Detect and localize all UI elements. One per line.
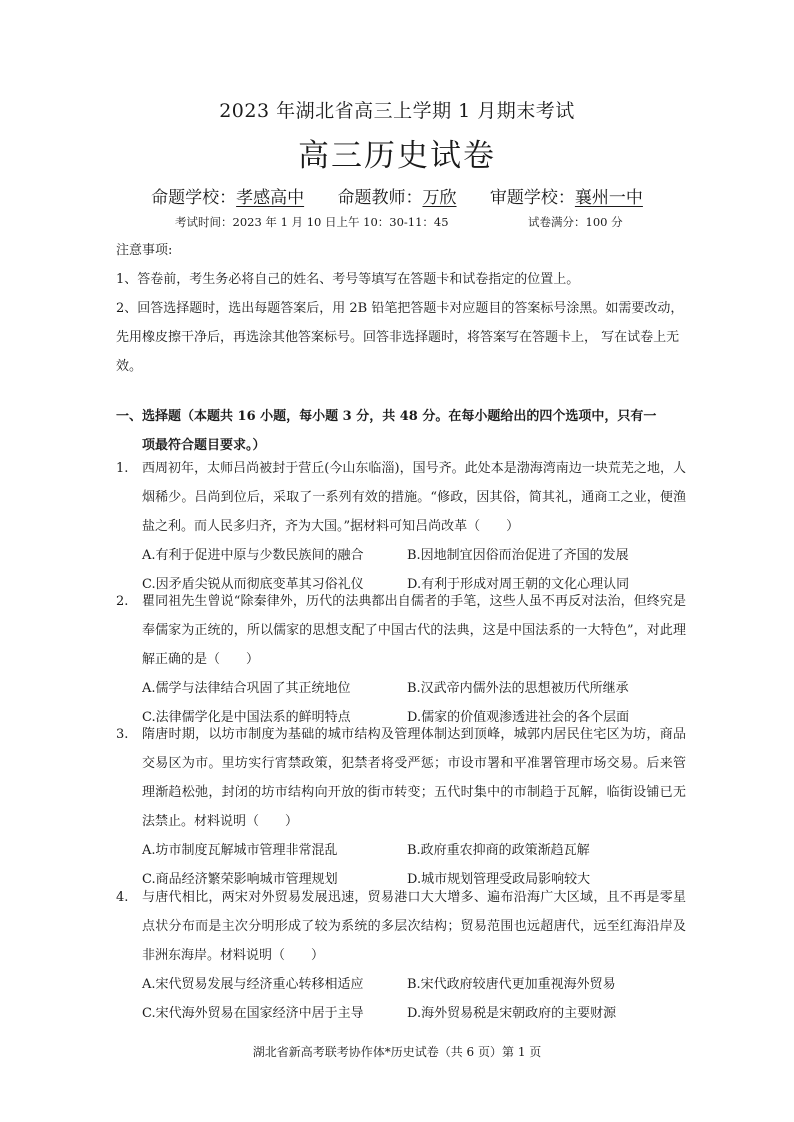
notice-item: 1、答卷前，考生务必将自己的姓名、考号等填写在答题卡和试卷指定的位置上。 [116,272,580,287]
option: D.海外贸易税是宋朝政府的主要财源 [407,1006,617,1021]
option: C.宋代海外贸易在国家经济中居于主导 [142,1006,364,1021]
exam-time: 考试时间：2023 年 1 月 10 日上午 10：30-11：45 [175,215,449,229]
info-setting-school [151,188,304,208]
question-number: 3. [116,727,129,742]
question-stem: 隋唐时期，以坊市制度为基础的城市结构及管理体制达到顶峰，城郭内居民住宅区为坊，商品交易区为市。里坊实行宵禁政策，犯禁者将受严惩；市设市署和平准署管理市场交易。后来管理渐趋松弛，封闭的坊市结构向开放的街市转变；五代时集中的市制趋于瓦解，临街设铺已无法禁止。材料说明（ ） [142,727,686,829]
option: D.儒家的价值观渗透进社会的各个层面 [407,710,630,725]
info-label: 审题学校： [489,188,575,208]
full-score: 试卷满分：100 分 [528,215,623,229]
option: C.商品经济繁荣影响城市管理规划 [142,872,338,887]
option: B.因地制宜因俗而治促进了齐国的发展 [407,548,629,563]
page-footer: 湖北省新高考联考协作体*历史试卷（共 6 页）第 1 页 [252,1045,542,1059]
section-heading-line: 项最符合题目要求。） [142,438,266,453]
question-number: 2. [116,594,129,609]
option: B.政府重农抑商的政策渐趋瓦解 [407,843,590,858]
notice-item: 2、回答选择题时，选出每题答案后，用 2B 铅笔把答题卡对应题目的答案标号涂黑。如需要改动，先用橡皮擦干净后，再选涂其他答案标号。回答非选择题时，将答案写在答题卡上， 写在试卷上无效。 [116,301,684,374]
question [116,454,686,599]
info-label: 命题学校： [151,188,237,208]
question [116,587,686,732]
option: A.有利于促进中原与少数民族间的融合 [142,548,364,563]
exam-info-line [0,183,794,208]
question-stem: 西周初年，太师吕尚被封于营丘(今山东临淄)，国号齐。此处本是渤海湾南边一块荒芜之地，人烟稀少。吕尚到位后，采取了一系列有效的措施。“修政，因其俗，简其礼，通商工之业，便渔盐之利。而人民多归齐，齐为大国。”据材料可知吕尚改革（ ） [142,461,686,534]
info-value: 万欣 [422,188,457,208]
info-setting-teacher [338,188,457,208]
info-review-school [490,188,643,208]
notice-block [116,236,684,381]
question-number: 4. [116,890,129,905]
question-number: 1. [116,461,129,476]
exam-subtitle: 高三历史试卷 [298,138,496,174]
option: D.城市规划管理受政局影响较大 [407,872,591,887]
option: C.因矛盾尖锐从而彻底变革其习俗礼仪 [142,577,364,592]
info-label: 命题教师： [337,188,423,208]
question [116,883,686,1028]
option: A.儒学与法律结合巩固了其正统地位 [142,681,351,696]
option: B.汉武帝内儒外法的思想被历代所继承 [407,681,629,696]
question-stem: 瞿同祖先生曾说“除秦律外，历代的法典都出自儒者的手笔，这些人虽不再反对法治，但终究是奉儒家为正统的，所以儒家的思想支配了中国古代的法典，这是中国法系的一大特色”，对此理解正确的是（ ） [142,594,686,667]
question-stem: 与唐代相比，两宋对外贸易发展迅速，贸易港口大大增多、遍布沿海广大区域，且不再是零星点状分布而是主次分明形成了较为系统的多层次结构；贸易范围也远超唐代，远至红海沿岸及非洲东海岸。材料说明（ ） [142,890,686,963]
question-options [142,970,686,1028]
question [116,720,686,894]
section-heading-line: 一、选择题（本题共 16 小题，每小题 3 分，共 48 分。在每小题给出的四个选项中，只有一 [116,409,657,424]
option: A.坊市制度瓦解城市管理非常混乱 [142,843,338,858]
section-heading [116,402,686,460]
info-value: 襄州一中 [574,188,643,208]
exam-title: 2023 年湖北省高三上学期 1 月期末考试 [219,100,575,122]
notice-heading: 注意事项: [116,243,173,258]
option: C.法律儒学化是中国法系的鲜明特点 [142,710,351,725]
option: B.宋代政府较唐代更加重视海外贸易 [407,977,616,992]
info-value: 孝感高中 [236,188,305,208]
option: A.宋代贸易发展与经济重心转移相适应 [142,977,364,992]
option: D.有利于形成对周王朝的文化心理认同 [407,577,630,592]
